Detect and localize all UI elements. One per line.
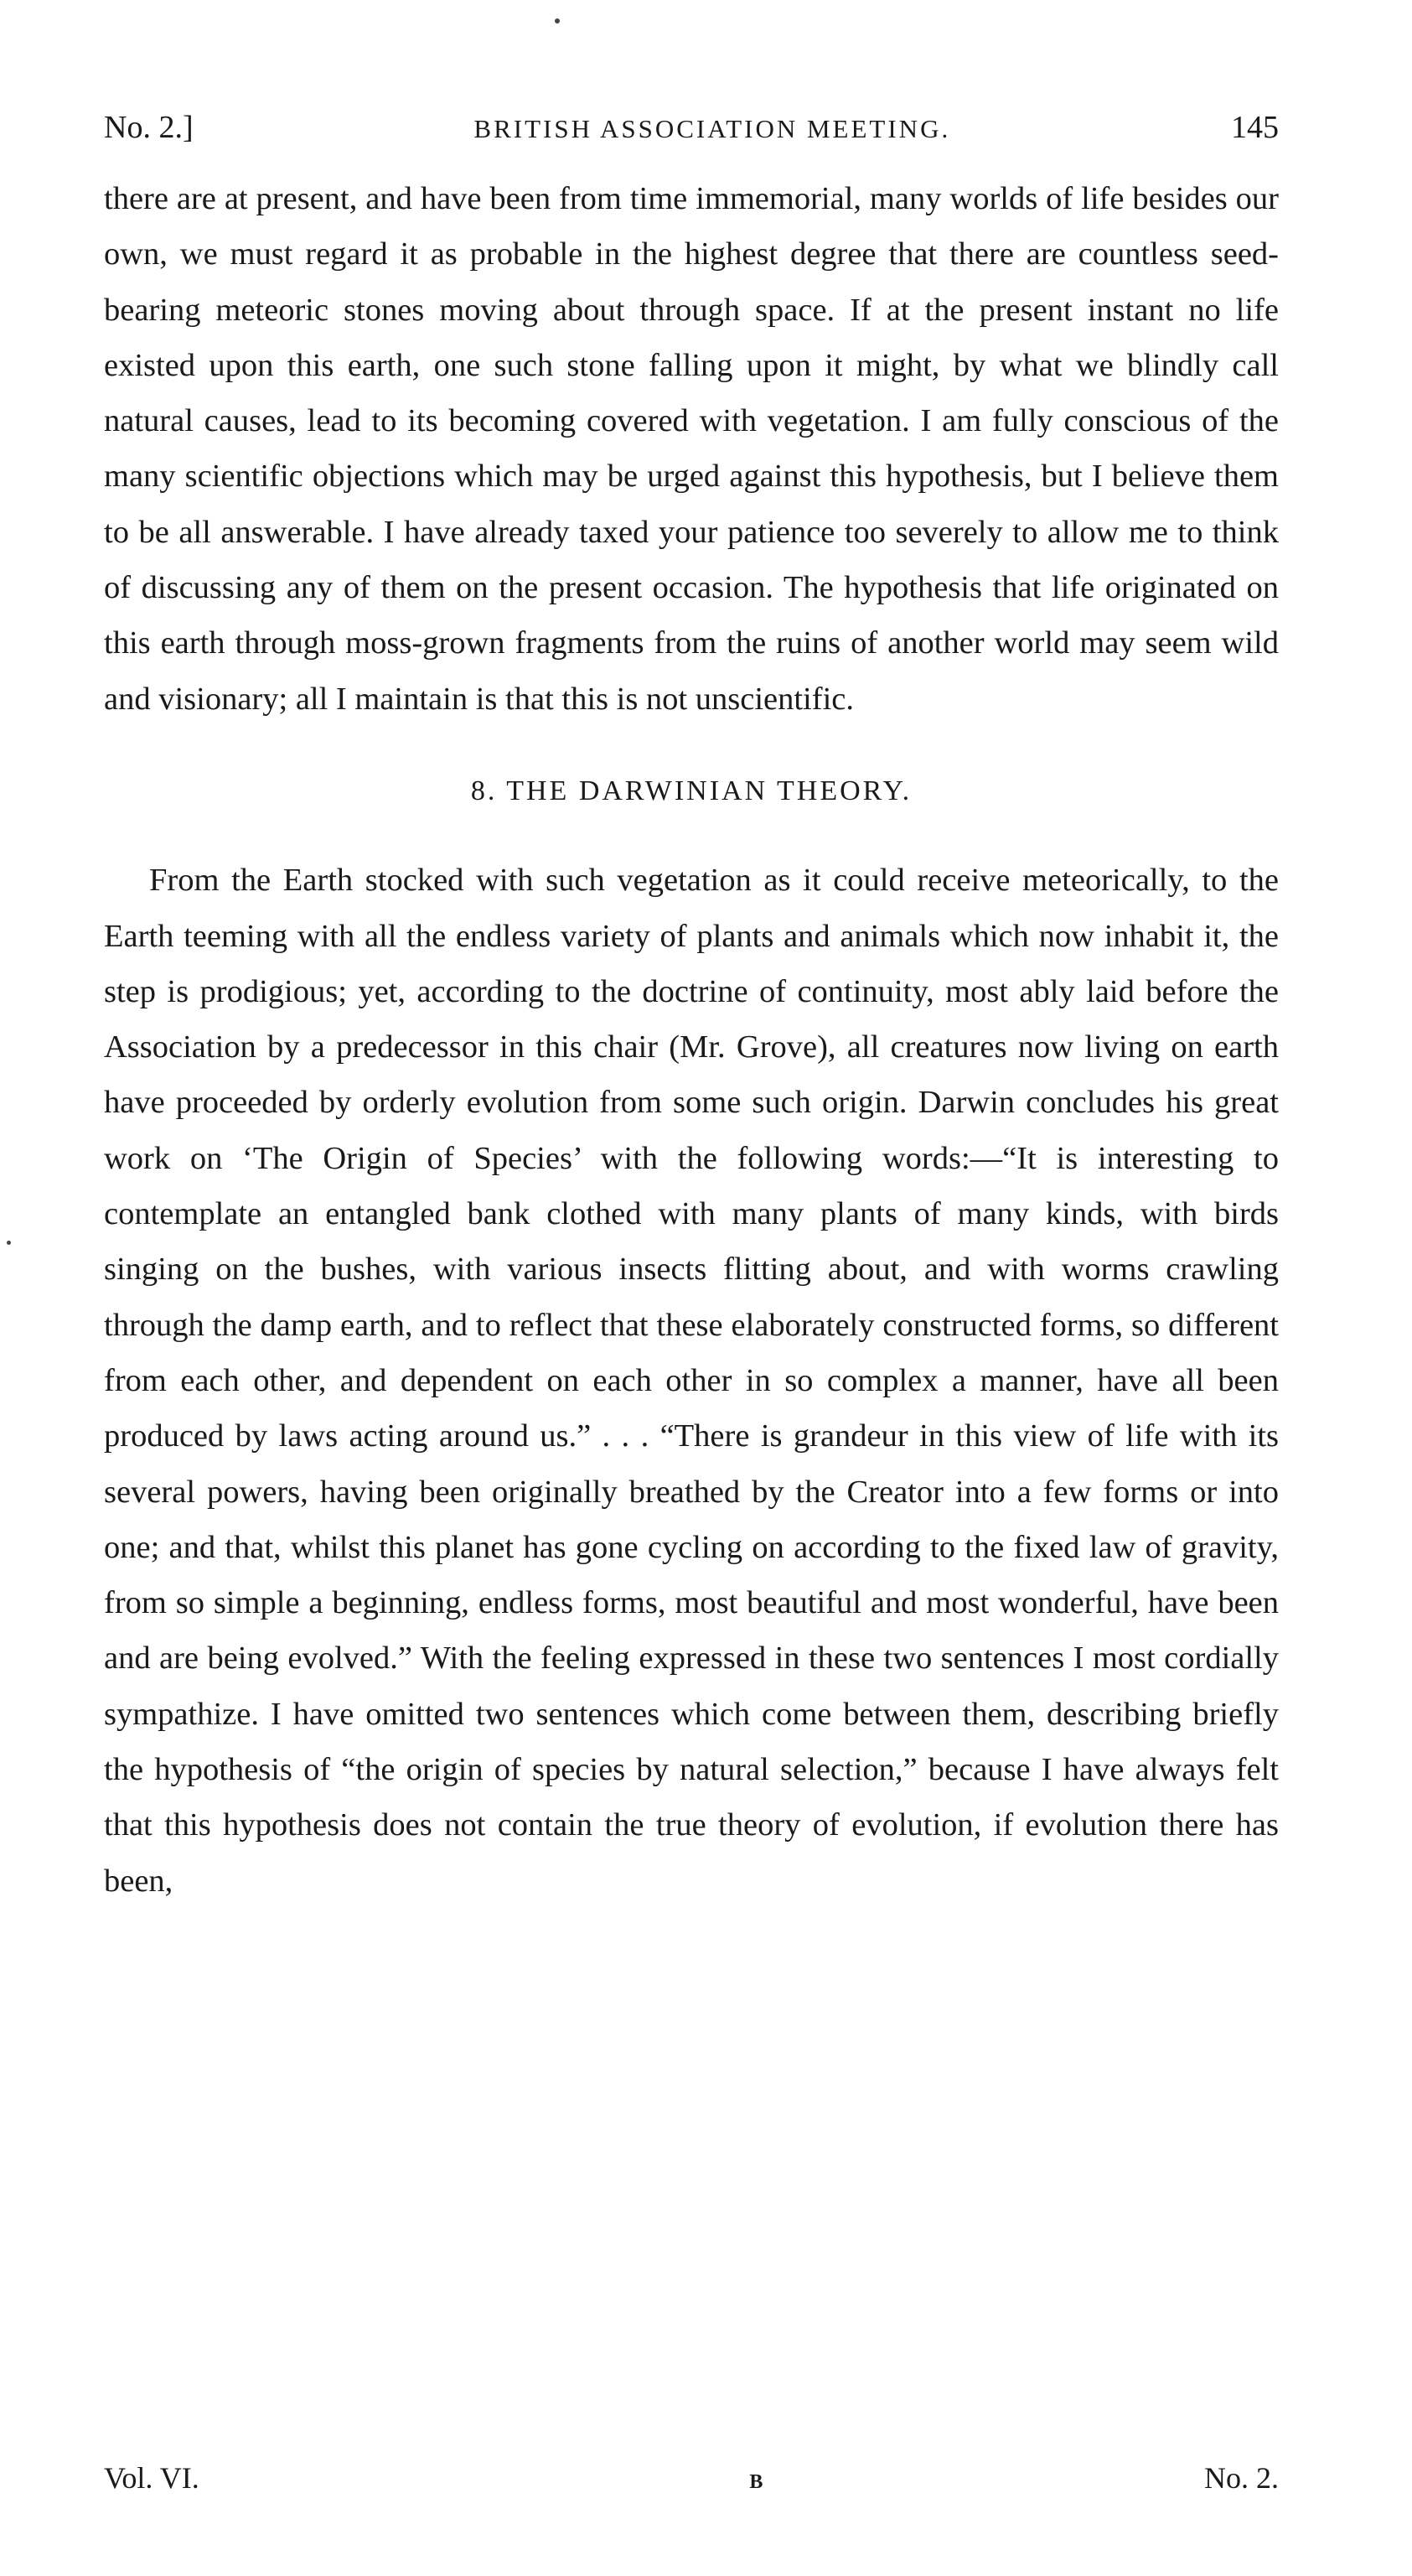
paragraph-continued: there are at present, and have been from time immemorial, many worlds of life besides our own, we must regard it as probable in the highest degree that there are countless seed-bearing meteoric stones moving about through space. If at the present instant no life existed upon this earth, one such stone falling upon it might, by what we blindly call natural causes, lead to its becoming covered with vegetation. I am fully conscious of the many scientific objections which may be urged against this hypothesis, but I believe them to be all answerable. I have already taxed your patience too severely to allow me to think of discussing any of them on the present occasion. The hypothesis that life originated on this earth through moss-grown fragments from the ruins of another world may seem wild and visionary; all I maintain is that this is not unscientific.	[104, 181, 1279, 717]
footer-volume: Vol. VI.	[104, 2461, 199, 2495]
body-text	[104, 171, 1279, 1909]
footer-signature: B	[749, 2471, 763, 2493]
stray-mark-top	[555, 18, 560, 23]
paragraph-darwinian-theory: From the Earth stocked with such vegetation as it could receive meteorically, to the Earth teeming with all the endless variety of plants and animals which now inhabit it, the step is prodigious; yet, according to the doctrine of continuity, most ably laid before the Association by a predecessor in this chair (Mr. Grove), all creatures now living on earth have proceeded by orderly evolution from some such origin. Darwin concludes his great work on ‘The Origin of Species’ with the following words:—“It is interesting to contemplate an entangled bank clothed with many plants of many kinds, with birds singing on the bushes, with various insects flitting about, and with worms crawling through the damp earth, and to reflect that these elaborately constructed forms, so different from each other, and dependent on each other in so complex a manner, have all been produced by laws acting around us.” . . . “There is grandeur in this view of life with its several powers, having been originally breathed by the Creator into a few forms or into one; and that, whilst this planet has gone cycling on according to the fixed law of gravity, from so simple a beginning, endless forms, most beautiful and most wonderful, have been and are being evolved.” With the feeling expressed in these two sentences I most cordially sympathize. I have omitted two sentences which come between them, describing briefly the hypothesis of “the origin of species by natural selection,” because I have always felt that this hypothesis does not contain the true theory of evolution, if evolution there has been,	[104, 863, 1279, 1899]
section-heading: 8. THE DARWINIAN THEORY.	[470, 775, 913, 806]
footer	[104, 2460, 1279, 2496]
header-title: BRITISH ASSOCIATION MEETING.	[473, 114, 951, 143]
header-issue: No. 2.]	[104, 110, 194, 145]
page-number: 145	[1231, 110, 1279, 145]
page	[104, 109, 1279, 1909]
footer-issue: No. 2.	[1204, 2461, 1279, 2495]
running-head	[104, 109, 1279, 146]
stray-mark-left	[7, 1241, 11, 1245]
